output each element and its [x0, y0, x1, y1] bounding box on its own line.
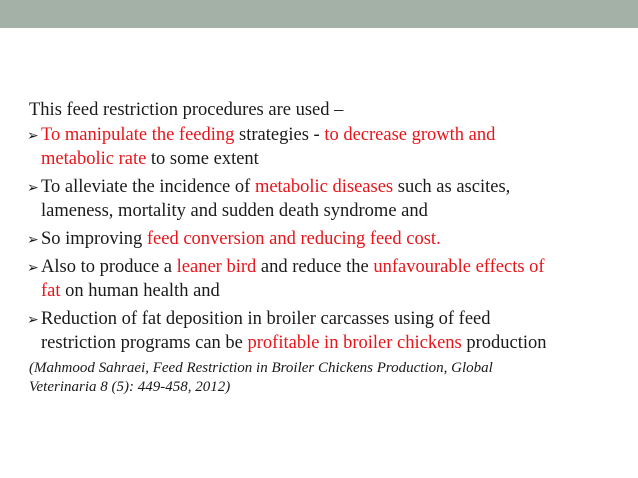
highlighted-text: profitable in broiler chickens: [247, 333, 462, 353]
bullet-list: [29, 123, 629, 355]
intro-text: This feed restriction procedures are used –: [29, 100, 344, 120]
bullet-item: [29, 307, 629, 355]
arrow-bullet-icon: ➢: [27, 180, 39, 196]
bullet-text: restriction programs can be: [41, 333, 248, 353]
bullet-text: To alleviate the incidence of: [41, 177, 255, 197]
highlighted-text: leaner bird: [176, 257, 257, 277]
citation-line: Veterinaria 8 (5): 449-458, 2012): [29, 379, 231, 395]
bullet-text: on human health and: [60, 281, 220, 301]
citation-line: (Mahmood Sahraei, Feed Restriction in Broiler Chickens Production, Global: [29, 360, 493, 376]
bullet-item: [29, 123, 629, 171]
bullet-item: [29, 227, 629, 251]
citation: [29, 359, 629, 397]
bullet-item: [29, 255, 629, 303]
bullet-line: [41, 175, 629, 199]
highlighted-text: fat: [41, 281, 61, 301]
arrow-bullet-icon: ➢: [27, 312, 39, 328]
slide-body: [29, 98, 629, 397]
bullet-text: production: [461, 333, 547, 353]
bullet-line: [41, 123, 629, 147]
bullet-text: lameness, mortality and sudden death syndrome and: [41, 201, 428, 221]
bullet-line: [41, 307, 629, 331]
bullet-line: [41, 199, 629, 223]
bullet-text: So improving: [41, 229, 147, 249]
header-bar: [0, 0, 638, 28]
bullet-text: Also to produce a: [41, 257, 177, 277]
arrow-bullet-icon: ➢: [27, 260, 39, 276]
bullet-line: [41, 227, 629, 251]
highlighted-text: metabolic rate: [41, 149, 147, 169]
arrow-bullet-icon: ➢: [27, 232, 39, 248]
bullet-text: and reduce the: [256, 257, 374, 277]
bullet-line: [41, 279, 629, 303]
bullet-line: [41, 147, 629, 171]
highlighted-text: feed conversion and reducing feed cost.: [146, 229, 441, 249]
bullet-item: [29, 175, 629, 223]
bullet-line: [41, 255, 629, 279]
highlighted-text: to decrease growth and: [324, 125, 496, 145]
highlighted-text: unfavourable effects of: [373, 257, 545, 277]
highlighted-text: To manipulate the feeding: [41, 125, 235, 145]
highlighted-text: metabolic diseases: [254, 177, 394, 197]
bullet-text: to some extent: [146, 149, 259, 169]
bullet-text: such as ascites,: [393, 177, 511, 197]
arrow-bullet-icon: ➢: [27, 128, 39, 144]
bullet-text: strategies -: [234, 125, 325, 145]
bullet-line: [41, 331, 629, 355]
bullet-text: Reduction of fat deposition in broiler carcasses using of feed: [41, 309, 491, 329]
